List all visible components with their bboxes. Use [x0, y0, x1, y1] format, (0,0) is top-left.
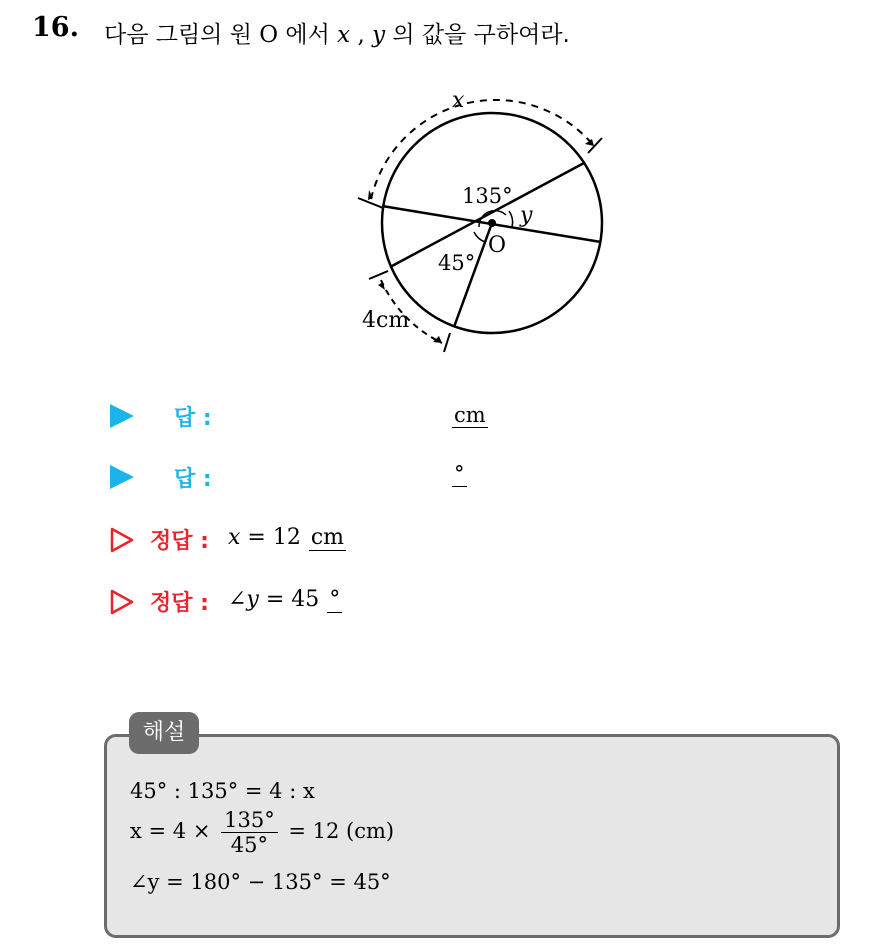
solution-tag: 해설 [129, 712, 199, 754]
label-135: 135° [462, 184, 513, 208]
correct-rest-2: = 45 [258, 587, 320, 612]
correct-var-2: ∠y [228, 587, 259, 612]
solution-fraction [221, 808, 278, 857]
solution-line-2-pre: x = 4 × [130, 819, 218, 843]
circle-diagram [345, 84, 615, 354]
outline-triangle-icon [110, 589, 134, 615]
correct-expr-2 [228, 587, 342, 612]
correct-row-1 [110, 523, 530, 557]
play-icon [110, 404, 134, 428]
answer-label-1: 답 : [174, 406, 212, 431]
question-text-pre: 다음 그림의 원 [104, 22, 260, 48]
question-number: 16. [32, 12, 79, 43]
correct-label-2: 정답 : [150, 591, 209, 616]
correct-label-1: 정답 : [150, 529, 209, 554]
label-45: 45° [438, 251, 476, 275]
tick-mark [358, 198, 383, 208]
circle-figure [345, 84, 615, 358]
fraction-numerator: 135° [221, 808, 278, 833]
question-text [104, 16, 570, 49]
tick-mark [369, 271, 388, 279]
solution-line-2 [130, 808, 394, 857]
question-text-post: 의 값을 구하여라. [385, 22, 570, 48]
solution-line-2-post: = 12 (cm) [281, 819, 395, 843]
question-var-x: x [337, 22, 351, 48]
play-icon [110, 465, 134, 489]
answer-unit-2[interactable]: ° [454, 462, 465, 486]
answer-row-1 [110, 399, 530, 433]
solution-line-1: 45° : 135° = 4 : x [130, 779, 315, 803]
question-circle-name: O [259, 22, 279, 48]
correct-unit-1: cm [310, 525, 345, 550]
answer-unit-1[interactable]: cm [454, 403, 486, 427]
correct-unit-2: ° [329, 587, 341, 612]
label-4cm: 4cm [362, 308, 410, 333]
label-x: x [452, 88, 465, 113]
radius-line [454, 223, 492, 327]
label-y: y [520, 203, 533, 228]
center-point [488, 219, 496, 227]
answer-label-2: 답 : [174, 467, 212, 492]
arrow-head [378, 282, 385, 290]
question-text-mid: 에서 [278, 22, 338, 48]
angle-arc-y [509, 211, 513, 227]
answer-row-2 [110, 460, 530, 494]
solution-line-3: ∠y = 180° − 135° = 45° [130, 870, 391, 894]
fraction-denominator: 45° [230, 833, 269, 857]
outline-triangle-icon [110, 527, 134, 553]
question-sep: , [350, 22, 373, 48]
correct-expr-1 [228, 525, 346, 550]
label-O: O [488, 233, 507, 258]
tick-mark [444, 333, 450, 352]
question-var-y: y [372, 22, 386, 48]
angle-arc-45 [474, 232, 485, 242]
correct-var-1: x [228, 525, 241, 550]
correct-row-2 [110, 585, 530, 619]
correct-rest-1: = 12 [240, 525, 301, 550]
